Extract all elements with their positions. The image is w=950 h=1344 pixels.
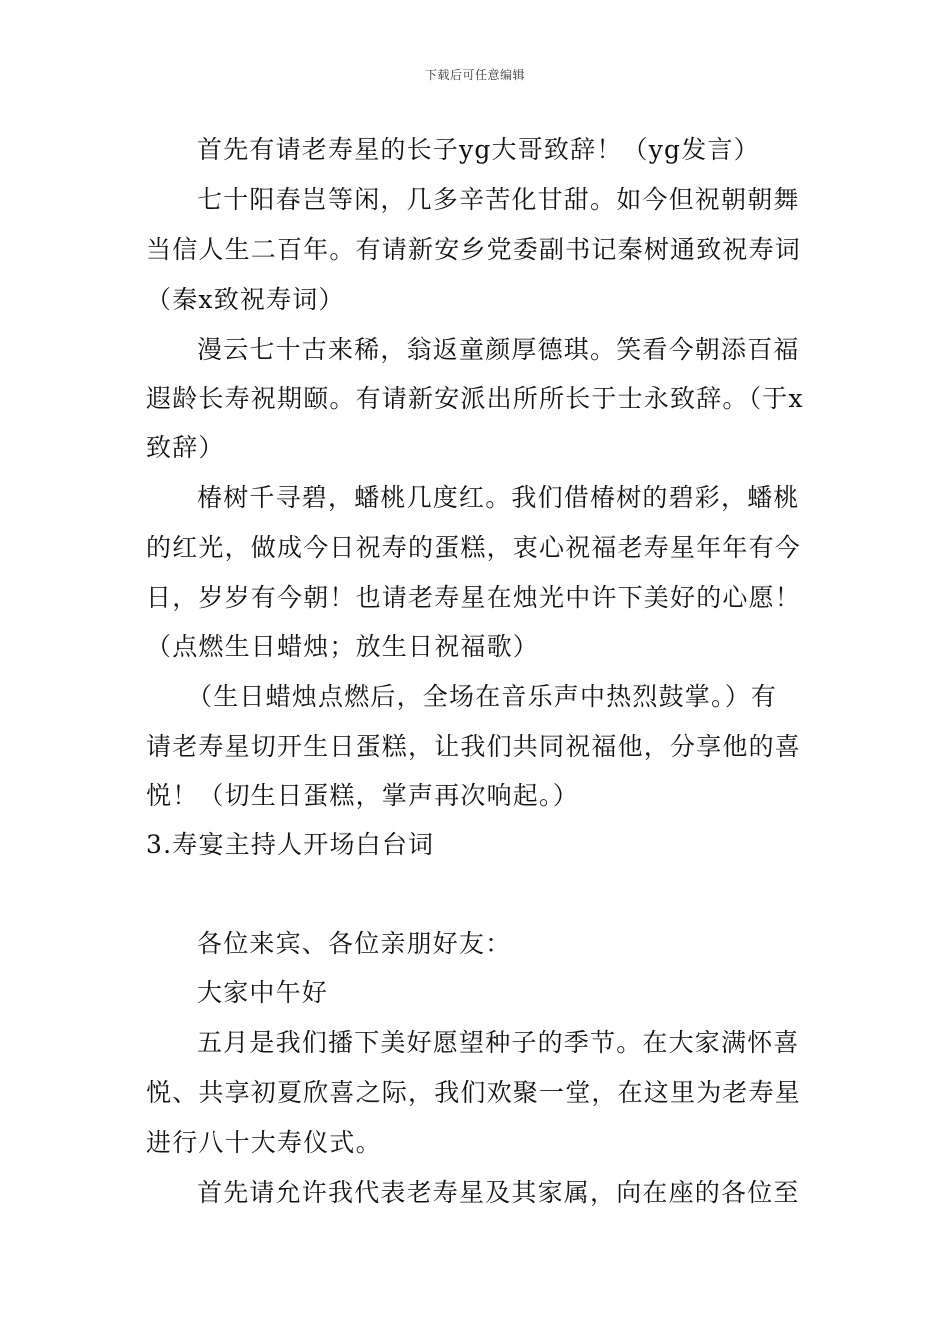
text-line: 五月是我们播下美好愿望种子的季节。在大家满怀喜 [197, 1028, 800, 1057]
greeting-line: 大家中午好 [197, 978, 329, 1007]
text-line: （生日蜡烛点燃后，全场在音乐声中热烈鼓掌。）有 [187, 682, 778, 711]
text-line: 致辞） [146, 433, 225, 462]
text-line: 悦！（切生日蛋糕，掌声再次响起。） [146, 781, 579, 810]
text-line: 首先有请老寿星的长子yg大哥致辞！（yg发言） [197, 135, 760, 164]
text-line: 悦、共享初夏欣喜之际，我们欢聚一堂，在这里为老寿星 [146, 1078, 802, 1107]
section-heading: 3.寿宴主持人开场白台词 [146, 830, 435, 859]
text-line: 进行八十大寿仪式。 [146, 1128, 382, 1157]
text-line: （秦x致祝寿词） [146, 285, 345, 314]
text-line: 遐龄长寿祝期颐。有请新安派出所所长于士永致辞。（于x [146, 384, 804, 413]
text-line: 当信人生二百年。有请新安乡党委副书记秦树通致祝寿词 [146, 235, 802, 264]
salutation-line: 各位来宾、各位亲朋好友： [197, 929, 512, 958]
text-line: （点燃生日蜡烛；放生日祝福歌） [146, 632, 540, 661]
text-line: 首先请允许我代表老寿星及其家属，向在座的各位至 [197, 1178, 800, 1207]
text-line: 的红光，做成今日祝寿的蛋糕，衷心祝福老寿星年年有今 [146, 533, 802, 562]
text-line: 日，岁岁有今朝！也请老寿星在烛光中许下美好的心愿！ [146, 583, 802, 612]
text-line: 请老寿星切开生日蛋糕，让我们共同祝福他，分享他的喜 [146, 732, 802, 761]
text-line: 七十阳春岂等闲，几多辛苦化甘甜。如今但祝朝朝舞 [197, 185, 800, 214]
header-note: 下载后可任意编辑 [424, 68, 525, 82]
text-line: 漫云七十古来稀，翁返童颜厚德琪。笑看今朝添百福 [197, 335, 800, 364]
text-line: 椿树千寻碧，蟠桃几度红。我们借椿树的碧彩，蟠桃 [197, 483, 800, 512]
